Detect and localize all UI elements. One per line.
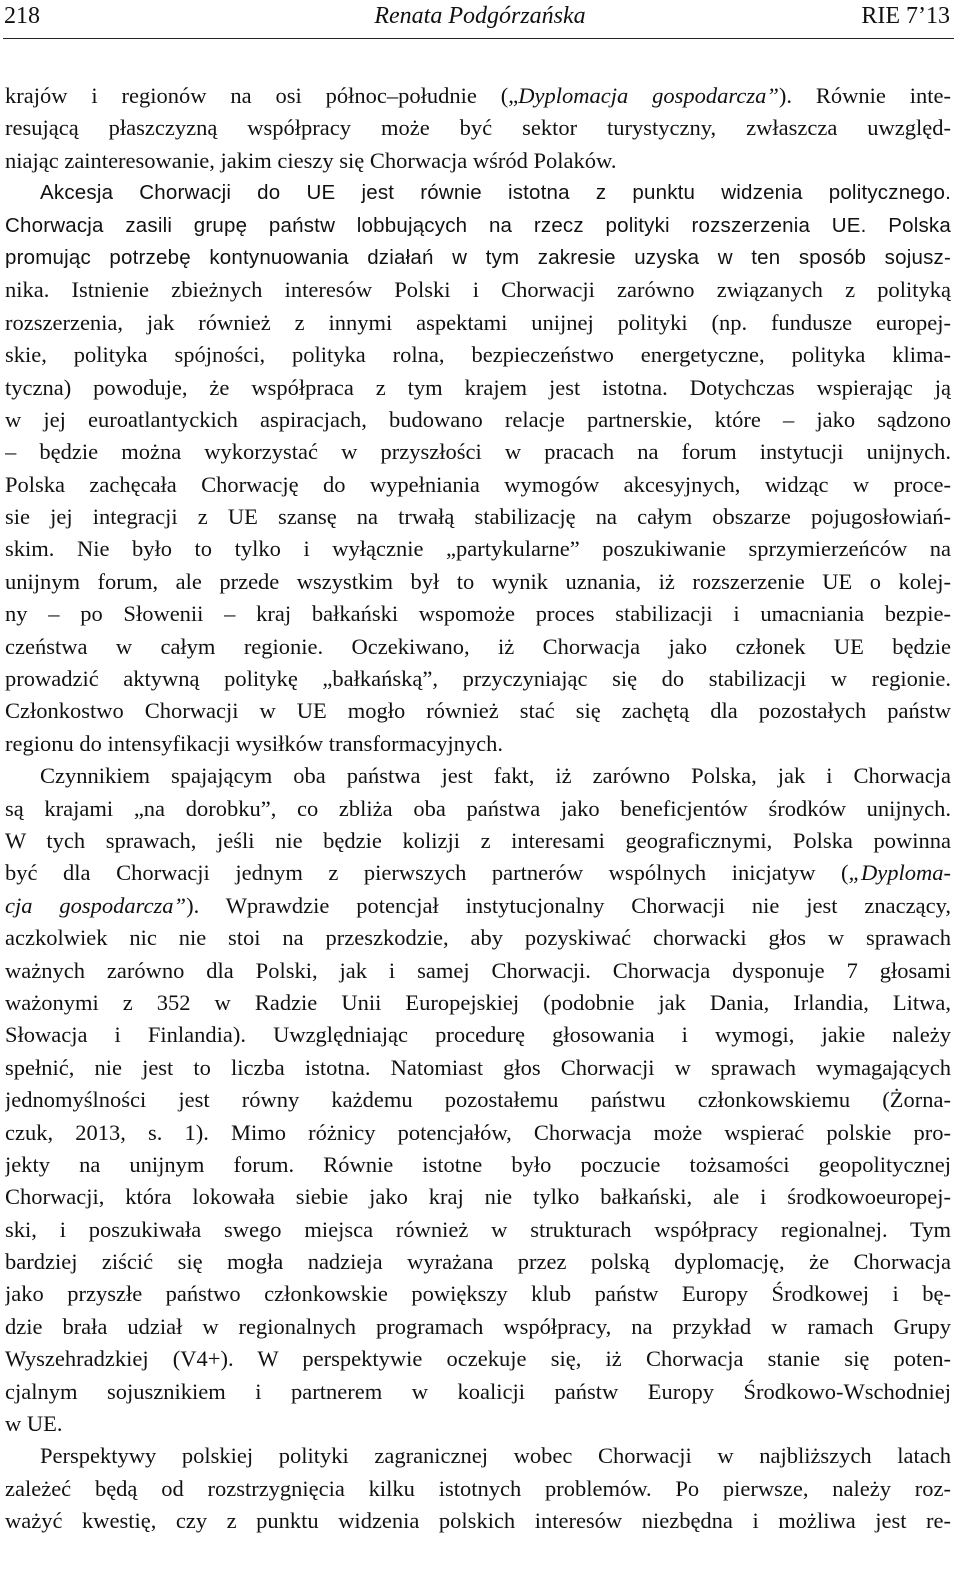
italic-text: Dyplomacja gospodarcza”: [518, 83, 779, 108]
text-line: [5, 922, 951, 954]
text-segment: zależeć będą od rozstrzygnięcia kilku istotnych problemów. Po pierwsze, należy roz-: [5, 1475, 951, 1501]
text-segment: skie, polityka spójności, polityka rolna, bezpieczeństwo energetyczne, polityka klima-: [5, 342, 951, 368]
text-segment: regionu do intensyfikacji wysiłków transformacyjnych.: [5, 730, 504, 756]
text-segment: ski, i poszukiwała swego miejsca również w strukturach współpracy regionalnej. Tym: [5, 1216, 951, 1242]
text-line: [5, 955, 951, 987]
running-header: [0, 0, 960, 40]
italic-text: cja gospodarcza”: [5, 892, 187, 918]
text-segment: nika. Istnienie zbieżnych interesów Polski i Chorwacji zarówno związanych z polityką: [5, 277, 951, 303]
text-segment: ). Równie inte-: [778, 83, 951, 108]
text-line: [5, 728, 951, 760]
text-segment: aczkolwiek nic nie stoi na przeszkodzie, aby pozyskiwać chorwacki głos w sprawach: [5, 925, 951, 951]
text-segment: czuk, 2013, s. 1). Mimo różnicy potencjałów, Chorwacja może wspierać polskie pro-: [5, 1119, 951, 1145]
text-line: [5, 1181, 951, 1213]
text-line: [5, 1473, 951, 1505]
page-number: 218: [4, 3, 40, 29]
text-line: [5, 1117, 951, 1149]
text-segment: unijnym forum, ale przede wszystkim był to wynik uznania, iż rozszerzenie UE o kolej-: [5, 568, 951, 594]
text-segment: spełnić, nie jest to liczba istotna. Natomiast głos Chorwacji w sprawach wymagających: [5, 1054, 951, 1080]
text-line: [5, 598, 951, 630]
text-line: [5, 825, 951, 857]
text-line: [5, 631, 951, 663]
italic-text: „Dyploma-: [848, 860, 951, 886]
text-segment: Słowacja i Finlandia). Uwzględniając procedurę głosowania i wymogi, jakie należy: [5, 1022, 951, 1048]
text-segment: czeństwa w całym regionie. Oczekiwano, iż Chorwacja jako członek UE będzie: [5, 633, 951, 659]
text-segment: skim. Nie było to tylko i wyłącznie „partykularne” poszukiwanie sprzymierzeńców na: [5, 536, 951, 562]
text-segment: Chorwacji, która lokowała siebie jako kraj nie tylko bałkański, ale i środkowoeuropej-: [5, 1184, 951, 1210]
text-line: [5, 80, 951, 112]
text-segment: cjalnym sojusznikiem i partnerem w koalicji państw Europy Środkowo-Wschodniej: [5, 1378, 951, 1404]
text-segment: W tych sprawach, jeśli nie będzie kolizji z interesami geograficznymi, Polska powinna: [5, 827, 951, 853]
text-segment: sie jej integracji z UE szansę na trwałą stabilizację na całym obszarze pojugosłowiań-: [5, 504, 951, 530]
text-line: [5, 339, 951, 371]
text-segment: ny – po Słowenii – kraj bałkański wspomoże proces stabilizacji i umacniania bezpie-: [5, 601, 951, 627]
text-line: [5, 242, 951, 274]
text-line: [5, 1052, 951, 1084]
text-line: [5, 1376, 951, 1408]
text-line: [5, 112, 951, 144]
text-segment: prowadzić aktywną politykę „bałkańską”, przyczyniając się do stabilizacji w regionie.: [5, 666, 951, 692]
text-line: [5, 1084, 951, 1116]
text-segment: Członkostwo Chorwacji w UE mogło również stać się zachętą dla pozostałych państw: [5, 698, 951, 724]
text-segment: Polska zachęcała Chorwację do wypełniania wymogów akcesyjnych, widząc w proce-: [5, 471, 951, 497]
text-segment: ważnych zarówno dla Polski, jak i samej Chorwacji. Chorwacja dysponuje 7 głosami: [5, 957, 951, 983]
text-line: [5, 987, 951, 1019]
text-segment: rozszerzenia, jak również z innymi aspektami unijnej polityki (np. fundusze europej-: [5, 309, 951, 335]
text-segment: krajów i regionów na osi północ–południe („: [5, 83, 519, 108]
header-rule: [3, 38, 954, 39]
text-line: [5, 404, 951, 436]
text-line: [5, 663, 951, 695]
text-line: [5, 695, 951, 727]
text-line: [5, 210, 951, 242]
text-segment: promując potrzebę kontynuowania działań w tym zakresie uzyska w ten sposób sojusz-: [5, 245, 951, 269]
body-text: [5, 80, 951, 1538]
text-line: [5, 1408, 951, 1440]
text-line: [5, 469, 951, 501]
text-segment: w jej euroatlantyckich aspiracjach, budowano relacje partnerskie, które – jako sądzono: [5, 406, 951, 432]
text-line: [5, 533, 951, 565]
text-segment: są krajami „na dorobku”, co zbliża oba państwa jako beneficjentów środków unijnych.: [5, 795, 951, 821]
text-segment: ). Wprawdzie potencjał instytucjonalny Chorwacji nie jest znaczący,: [186, 892, 951, 918]
text-line: [5, 760, 951, 792]
text-line: [5, 501, 951, 533]
text-line: [5, 857, 951, 889]
text-line: [5, 1149, 951, 1181]
text-line: [5, 1343, 951, 1375]
text-segment: jednomyślności jest równy każdemu pozostałemu państwu członkowskiemu (Żorna-: [5, 1087, 951, 1113]
text-line: [5, 145, 951, 177]
text-segment: być dla Chorwacji jednym z pierwszych partnerów wspólnych inicjatyw (: [5, 860, 849, 886]
text-line: [5, 1278, 951, 1310]
text-line: [5, 1019, 951, 1051]
text-line: [5, 177, 951, 209]
text-segment: jekty na unijnym forum. Równie istotne było poczucie tożsamości geopolitycznej: [5, 1151, 951, 1177]
text-line: [5, 566, 951, 598]
text-segment: w UE.: [5, 1411, 63, 1437]
text-segment: ważonymi z 352 w Radzie Unii Europejskiej (podobnie jak Dania, Irlandia, Litwa,: [5, 989, 951, 1015]
text-line: [5, 1246, 951, 1278]
text-segment: – będzie można wykorzystać w przyszłości w pracach na forum instytucji unijnych.: [5, 439, 951, 465]
text-line: [5, 1214, 951, 1246]
text-segment: Akcesja Chorwacji do UE jest równie istotna z punktu widzenia politycznego.: [40, 181, 951, 205]
text-line: [5, 307, 951, 339]
text-segment: jako przyszłe państwo członkowskie powiększy klub państw Europy Środkowej i bę-: [5, 1281, 951, 1307]
text-line: [5, 793, 951, 825]
text-segment: bardziej ziścić się mogła nadzieja wyrażana przez polską dyplomację, że Chorwacja: [5, 1249, 951, 1275]
text-line: [5, 274, 951, 306]
running-title-author: Renata Podgórzańska: [374, 3, 586, 29]
text-line: [5, 372, 951, 404]
text-segment: Perspektywy polskiej polityki zagranicznej wobec Chorwacji w najbliższych latach: [40, 1443, 951, 1469]
text-line: [5, 1505, 951, 1537]
journal-issue: RIE 7’13: [861, 3, 950, 29]
text-segment: resującą płaszczyzną współpracy może być sektor turystyczny, zwłaszcza uwzględ-: [5, 115, 951, 141]
text-segment: niając zainteresowanie, jakim cieszy się Chorwacja wśród Polaków.: [5, 147, 617, 173]
text-line: [5, 1311, 951, 1343]
text-segment: dzie brała udział w regionalnych programach współpracy, na przykład w ramach Grupy: [5, 1313, 951, 1339]
text-segment: tyczna) powoduje, że współpraca z tym krajem jest istotna. Dotychczas wspierając ją: [5, 374, 951, 400]
text-line: [5, 890, 951, 922]
text-segment: Wyszehradzkiej (V4+). W perspektywie oczekuje się, iż Chorwacja stanie się poten-: [5, 1346, 951, 1372]
text-segment: Czynnikiem spajającym oba państwa jest fakt, iż zarówno Polska, jak i Chorwacja: [40, 763, 951, 789]
text-segment: ważyć kwestię, czy z punktu widzenia polskich interesów niezbędna i możliwa jest re-: [5, 1508, 951, 1534]
text-line: [5, 436, 951, 468]
text-segment: Chorwacja zasili grupę państw lobbujących na rzecz polityki rozszerzenia UE. Polska: [5, 213, 951, 237]
text-line: [5, 1440, 951, 1472]
